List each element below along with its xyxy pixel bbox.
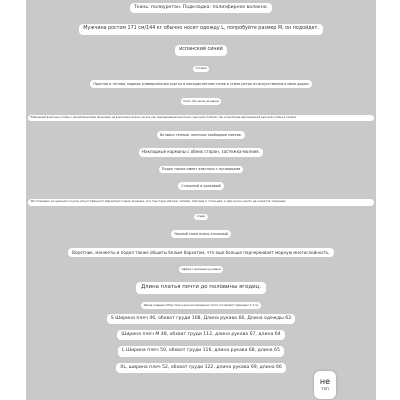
description-line: отдам [194,214,207,221]
description-line: Накладные карманы с обеих сторон, застежка-молния. [139,148,264,157]
side-action-button[interactable] [314,371,336,399]
side-action-sublabel: топ [321,386,329,392]
description-list [26,0,376,373]
description-line: Небольшой воротник-стойка с металлическими пряжками на воротнике можно носить как повседневный воротник с высокой стойкой, так и при более вертикальной высокой стойке в теплых [28,115,374,122]
description-line: Мужчина ростом 171 см/144 кг обычно носит одежду L, попробуйте размер M, он подойдет. [79,24,323,35]
description-line: Воротник, манжеты и подол также обшиты белым бархатом, что еще больше подчеркивает модную многослойность. [68,248,333,257]
description-line: Длина в вашем отбор пиза в ручном измерении почти составляет примерно ± 3 см [141,302,260,309]
description-line: Подол также имеет эластики с пуговицами [159,166,244,174]
description-line: Длина платья почти до половины ягодиц. [136,282,266,294]
description-line: Вставки теплые, женские свободные мягкие. [157,131,245,139]
product-description-panel [26,0,376,400]
description-line: Изготовлено из цельного куска искусственного бархатного меха ягненка, его текстура мягкая, теплая, плотная и стильная, и при носке ничто не кажется тяжелым. [28,199,374,206]
description-line: Черный тоже очень стильный [171,230,231,238]
description-line: XL, ширина плеч 52, обхват груди 122, длина рукава 69, длина 66 [116,363,286,373]
description-line: Слой, оба чехла не дарны [181,98,221,105]
description-line: Стильный и красивый [178,182,224,190]
description-line: L Ширина плеч 50, обхват груди 116, длина рукава 68, длина 65 [118,346,284,356]
description-line: Простая и теплая, модная универсальная куртка в мотоциклетном стиле в стиле ретро из искусственного меха дарны [90,80,311,88]
description-line: S Ширина плеч 46, обхват груди 108, Длина рукава 66, Длина одежды 63 [107,314,295,324]
side-action-label: не [319,377,331,387]
description-line: Ткань: полиуретан. Подкладка: полиэфирное волокно. [130,3,272,13]
description-line: оптовая [193,66,209,73]
description-line: эффект длинных рукавов [179,266,224,273]
description-line: испанский синий [175,45,227,56]
description-line: Ширина плеч M 48, обхват груди 112, длина рукава 67, длина 64 [117,330,284,340]
